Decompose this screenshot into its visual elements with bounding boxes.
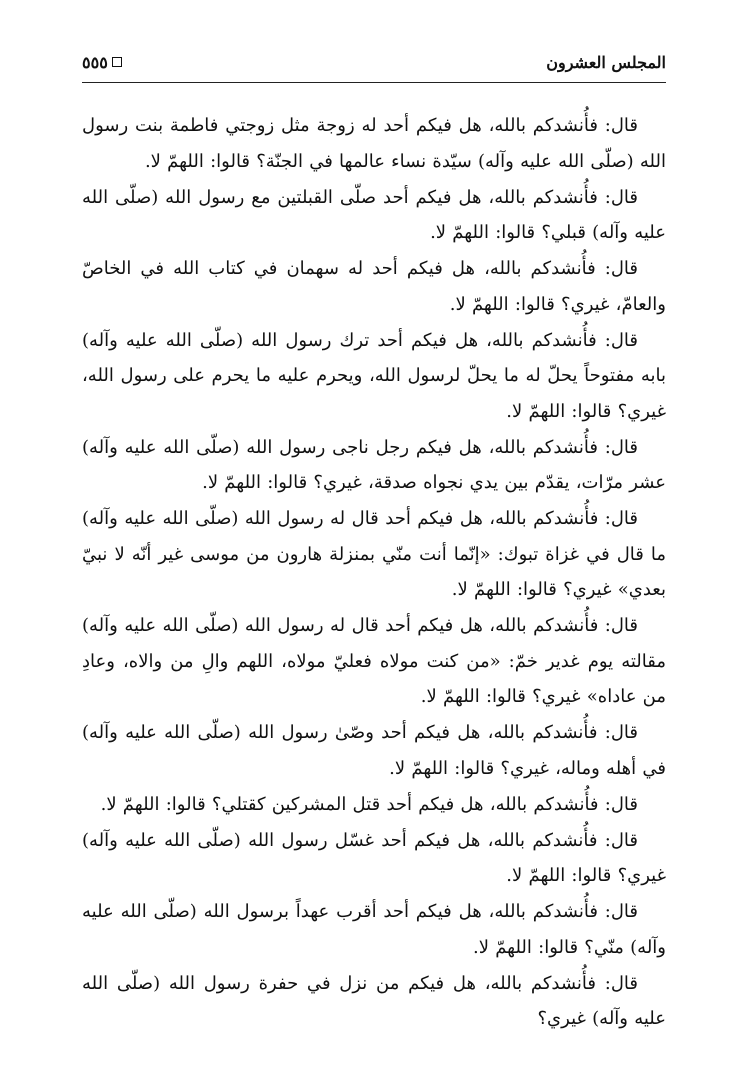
square-icon bbox=[112, 57, 122, 67]
paragraph: قال: فأُنشدكم بالله، هل فيكم أحد أقرب عهداً برسول الله (صلّى الله عليه وآله) منّي؟ قالوا: اللهمّ لا. bbox=[82, 901, 666, 958]
paragraph: قال: فأُنشدكم بالله، هل فيكم أحد قال له رسول الله (صلّى الله عليه وآله) ما قال في غزاة تبوك: «إنّما أنت منّي بمنزلة هارون من موسى غير أنّه لا نبيّ بعدي» غيري؟ قالوا: اللهمّ لا. bbox=[82, 508, 666, 600]
paragraph: قال: فأُنشدكم بالله، هل فيكم أحد قتل المشركين كقتلي؟ قالوا: اللهمّ لا. bbox=[100, 793, 638, 815]
paragraph: قال: فأُنشدكم بالله، هل فيكم أحد له سهمان في كتاب الله في الخاصّ والعامّ، غيري؟ قالوا: اللهمّ لا. bbox=[82, 258, 666, 315]
body-text bbox=[82, 108, 666, 1054]
header-divider bbox=[82, 82, 666, 83]
page-header bbox=[82, 47, 666, 77]
paragraph: قال: فأُنشدكم بالله، هل فيكم رجل ناجى رسول الله (صلّى الله عليه وآله) عشر مرّات، يقدّم بين يدي نجواه صدقة، غيري؟ قالوا: اللهمّ لا. bbox=[82, 436, 666, 493]
paragraph: قال: فأُنشدكم بالله، هل فيكم أحد له زوجة مثل زوجتي فاطمة بنت رسول الله (صلّى الله عليه وآله) سيّدة نساء عالمها في الجنّة؟ قالوا: اللهمّ لا. bbox=[82, 115, 666, 172]
paragraph: قال: فأُنشدكم بالله، هل فيكم أحد قال له رسول الله (صلّى الله عليه وآله) مقالته يوم غدير خمّ: «من كنت مولاه فعليّ مولاه، اللهم والِ من والاه، وعادِ من عاداه» غيري؟ قالوا: اللهمّ لا. bbox=[82, 615, 666, 707]
page-title: المجلس العشرون bbox=[546, 52, 666, 72]
page-number-area bbox=[82, 53, 122, 72]
paragraph: قال: فأُنشدكم بالله، هل فيكم أحد غسّل رسول الله (صلّى الله عليه وآله) غيري؟ قالوا: اللهمّ لا. bbox=[82, 829, 666, 886]
paragraph: قال: فأُنشدكم بالله، هل فيكم أحد وصّىٰ رسول الله (صلّى الله عليه وآله) في أهله وماله، غيري؟ قالوا: اللهمّ لا. bbox=[82, 722, 666, 779]
page-number: ٥٥٥ bbox=[82, 52, 108, 72]
paragraph: قال: فأُنشدكم بالله، هل فيكم أحد صلّى القبلتين مع رسول الله (صلّى الله عليه وآله) قبلي؟ قالوا: اللهمّ لا. bbox=[82, 186, 666, 243]
paragraph: قال: فأُنشدكم بالله، هل فيكم أحد ترك رسول الله (صلّى الله عليه وآله) بابه مفتوحاً يحلّ له ما يحلّ لرسول الله، ويحرم عليه ما يحرم على رسول الله، غيري؟ قالوا: اللهمّ لا. bbox=[82, 329, 666, 422]
paragraph: قال: فأُنشدكم بالله، هل فيكم من نزل في حفرة رسول الله (صلّى الله عليه وآله) غيري؟ bbox=[82, 972, 666, 1029]
